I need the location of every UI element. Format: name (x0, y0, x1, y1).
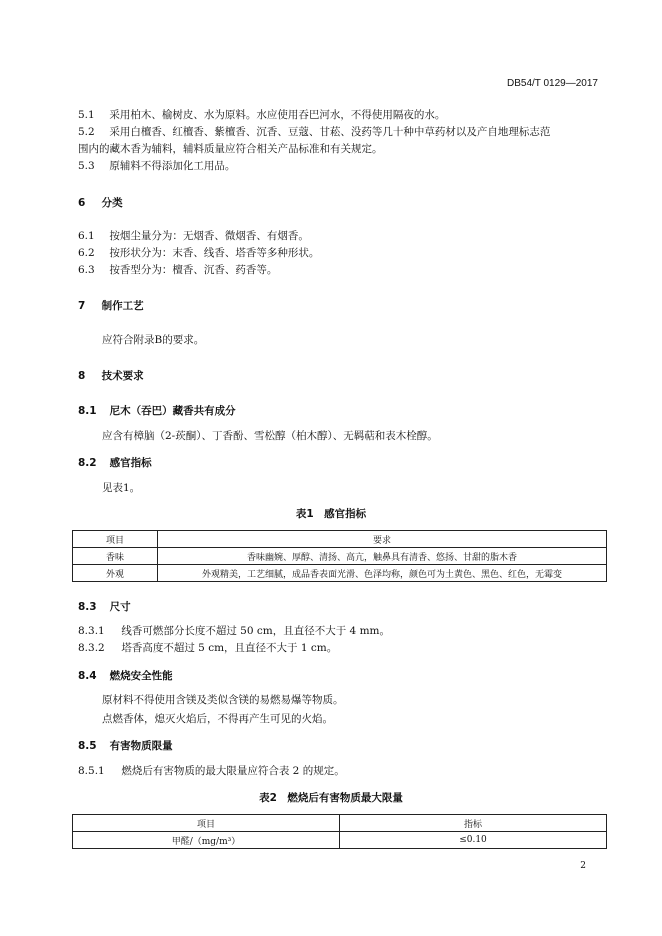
table-row (73, 548, 607, 565)
section-title: 有害物质限量 (109, 740, 173, 752)
table-row (73, 565, 607, 582)
table-header-row (73, 815, 607, 832)
subsection-8-4-heading (78, 668, 173, 683)
subsection-8-3-heading (78, 599, 131, 614)
clause-text: 采用柏木、榆树皮、水为原料。水应使用吞巴河水，不得使用隔夜的水。 (109, 109, 446, 121)
section-number: 6 (78, 197, 86, 209)
section-7-heading (78, 298, 144, 313)
section-title: 分类 (101, 197, 123, 209)
section-6-heading (78, 195, 123, 210)
table-header-row (73, 531, 607, 548)
clause-5-3 (78, 159, 235, 173)
clause-text: 塔香高度不超过 5 cm，且直径不大于 1 cm。 (121, 642, 338, 654)
clause-number: 5.2 (78, 126, 95, 138)
clause-5-2 (78, 125, 550, 139)
section-8-heading (78, 368, 144, 383)
clause-text: 按香型分为：檀香、沉香、药香等。 (109, 264, 278, 276)
section-title: 感官指标 (109, 457, 152, 469)
clause-text: 采用白檀香、红檀香、紫檀香、沉香、豆蔻、甘菘、没药等几十种中草药材以及产自地理标志范 (109, 126, 551, 138)
table-cell: 香味幽婉、厚醇、清扬、高亢，触鼻具有清香、悠扬、甘甜的脂木香 (158, 548, 607, 565)
table-2-caption: 表2 燃烧后有害物质最大限量 (259, 792, 403, 804)
section-number: 7 (78, 300, 86, 312)
subsection-8-1-heading (78, 403, 236, 418)
clause-number: 6.1 (78, 230, 95, 242)
clause-8-3-1 (78, 624, 390, 638)
section-title: 制作工艺 (101, 300, 144, 312)
subsection-8-1-body: 应含有樟脑（2-莰酮）、丁香酚、雪松醇（柏木醇）、无羁萜和表木栓醇。 (102, 430, 438, 442)
section-number: 8.1 (78, 405, 97, 417)
table-cell: 甲醛/（mg/m³） (73, 832, 340, 849)
clause-number: 6.3 (78, 264, 95, 276)
section-number: 8 (78, 370, 86, 382)
clause-8-5-1 (78, 764, 345, 778)
table-header-cell: 项目 (73, 815, 340, 832)
table-2 (72, 814, 607, 849)
clause-text: 按烟尘量分为：无烟香、微烟香、有烟香。 (109, 230, 309, 242)
table-header-cell: 要求 (158, 531, 607, 548)
section-title: 燃烧安全性能 (109, 670, 173, 682)
subsection-8-4-body-1: 原材料不得使用含镁及类似含镁的易燃易爆等物质。 (102, 694, 344, 706)
clause-number: 6.2 (78, 247, 95, 259)
table-1 (72, 530, 607, 582)
table-header-cell: 指标 (340, 815, 607, 832)
clause-number: 5.1 (78, 109, 95, 121)
clause-number: 8.5.1 (78, 765, 105, 777)
subsection-8-2-heading (78, 455, 152, 470)
clause-number: 8.3.2 (78, 642, 105, 654)
table-row (73, 832, 607, 849)
subsection-8-2-body: 见表1。 (102, 482, 141, 494)
clause-6-3 (78, 263, 277, 277)
clause-text: 原辅料不得添加化工用品。 (109, 160, 236, 172)
clause-5-2-continued: 围内的藏木香为辅料，辅料质量应符合相关产品标准和有关规定。 (78, 143, 383, 155)
section-number: 8.3 (78, 601, 97, 613)
clause-5-1 (78, 108, 445, 122)
clause-text: 燃烧后有害物质的最大限量应符合表 2 的规定。 (121, 765, 345, 777)
subsection-8-5-heading (78, 738, 173, 753)
table-cell: 外观 (73, 565, 158, 582)
clause-text: 线香可燃部分长度不超过 50 cm，且直径不大于 4 mm。 (121, 625, 390, 637)
section-number: 8.2 (78, 457, 97, 469)
section-title: 尺寸 (109, 601, 131, 613)
clause-text: 按形状分为：末香、线香、塔香等多种形状。 (109, 247, 320, 259)
section-title: 尼木（吞巴）藏香共有成分 (109, 405, 236, 417)
table-header-cell: 项目 (73, 531, 158, 548)
page-number: 2 (580, 861, 586, 871)
document-code-header: DB54/T 0129—2017 (507, 78, 598, 89)
clause-8-3-2 (78, 641, 337, 655)
section-title: 技术要求 (101, 370, 144, 382)
table-cell: ≤0.10 (340, 832, 607, 849)
subsection-8-4-body-2: 点燃香体，熄灭火焰后，不得再产生可见的火焰。 (102, 713, 333, 725)
clause-6-2 (78, 246, 319, 260)
section-number: 8.4 (78, 670, 97, 682)
table-cell: 香味 (73, 548, 158, 565)
table-cell: 外观精美，工艺细腻，成品香表面光滑、色泽均称，颜色可为土黄色、黑色、红色，无霉变 (158, 565, 607, 582)
clause-number: 8.3.1 (78, 625, 105, 637)
table-1-caption: 表1 感官指标 (295, 508, 367, 520)
clause-6-1 (78, 229, 309, 243)
section-7-body: 应符合附录B的要求。 (102, 334, 205, 346)
section-number: 8.5 (78, 740, 97, 752)
clause-number: 5.3 (78, 160, 95, 172)
